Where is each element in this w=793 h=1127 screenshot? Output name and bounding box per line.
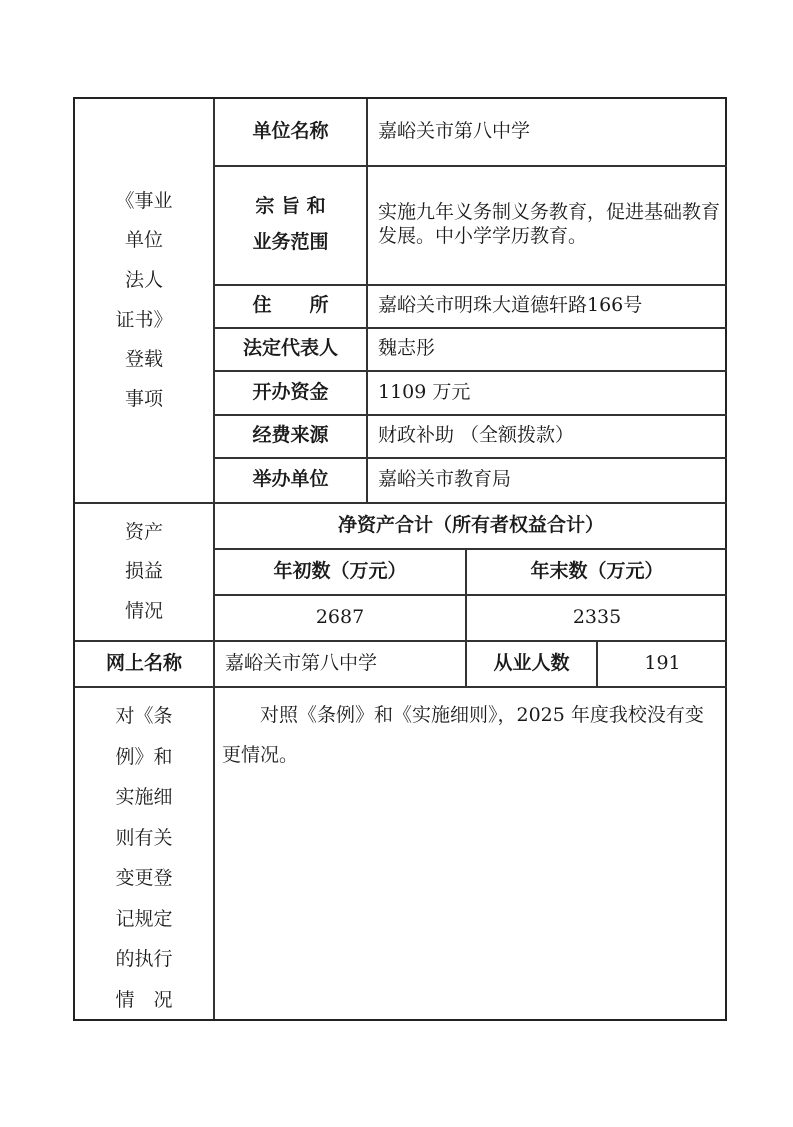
changes-label-line: 例》和 [115,745,173,768]
address-value: 嘉峪关市明珠大道德轩路166号 [378,294,643,317]
purpose-label-line: 业务范围 [252,231,329,253]
changes-label-line: 的执行 [115,948,173,970]
changes-section-label [75,688,213,1019]
purpose-label-line: 宗 旨 和 [255,195,326,218]
registration-label-line: 法人 [124,268,163,291]
assets-label-line: 损益 [124,560,163,583]
changes-label-line: 对《条 [115,705,173,727]
end-year-label: 年末数（万元） [530,559,664,582]
sponsor-label: 举办单位 [252,468,329,491]
report-table [73,97,727,1021]
online-name-label: 网上名称 [105,651,182,674]
changes-label-line: 情 况 [115,988,173,1011]
purpose-label [215,166,366,284]
funding-source-label: 经费来源 [252,424,329,447]
registration-label-line: 证书》 [115,308,173,331]
staff-count-label: 从业人数 [493,651,570,674]
registration-label-line: 登载 [124,348,163,371]
registration-label-line: 单位 [124,229,163,252]
changes-label-line: 则有关 [115,826,173,849]
staff-count-value: 191 [644,651,681,674]
funding-source-value: 财政补助 （全额拨款） [378,424,575,447]
online-name-value: 嘉峪关市第八中学 [225,651,378,674]
legal-rep-value: 魏志彤 [378,337,436,360]
assets-label-line: 资产 [124,520,163,543]
assets-section-label [75,504,213,640]
address-label: 住 所 [252,294,329,317]
changes-label-line: 变更登 [115,867,173,889]
net-assets-header: 净资产合计（所有者权益合计） [337,514,604,537]
funds-value: 1109 万元 [378,380,471,403]
funds-label: 开办资金 [252,380,329,403]
changes-label-line: 实施细 [115,786,173,808]
registration-section-label [75,99,213,502]
registration-label-line: 《事业 [115,189,173,212]
legal-rep-label: 法定代表人 [242,337,338,360]
end-year-value: 2335 [572,605,622,628]
unit-name-label: 单位名称 [252,120,329,143]
changes-content: 对照《条例》和《实施细则》，2025 年度我校没有变更情况。 [222,704,704,766]
purpose-value: 实施九年义务制义务教育，促进基础教育发展。中小学学历教育。 [378,201,721,247]
changes-label-line: 记规定 [115,907,173,930]
sponsor-value: 嘉峪关市教育局 [378,468,512,491]
begin-year-value: 2687 [315,605,365,628]
registration-label-line: 事项 [124,387,163,410]
begin-year-label: 年初数（万元） [273,559,407,582]
assets-label-line: 情况 [124,599,163,622]
unit-name-value: 嘉峪关市第八中学 [378,120,531,143]
